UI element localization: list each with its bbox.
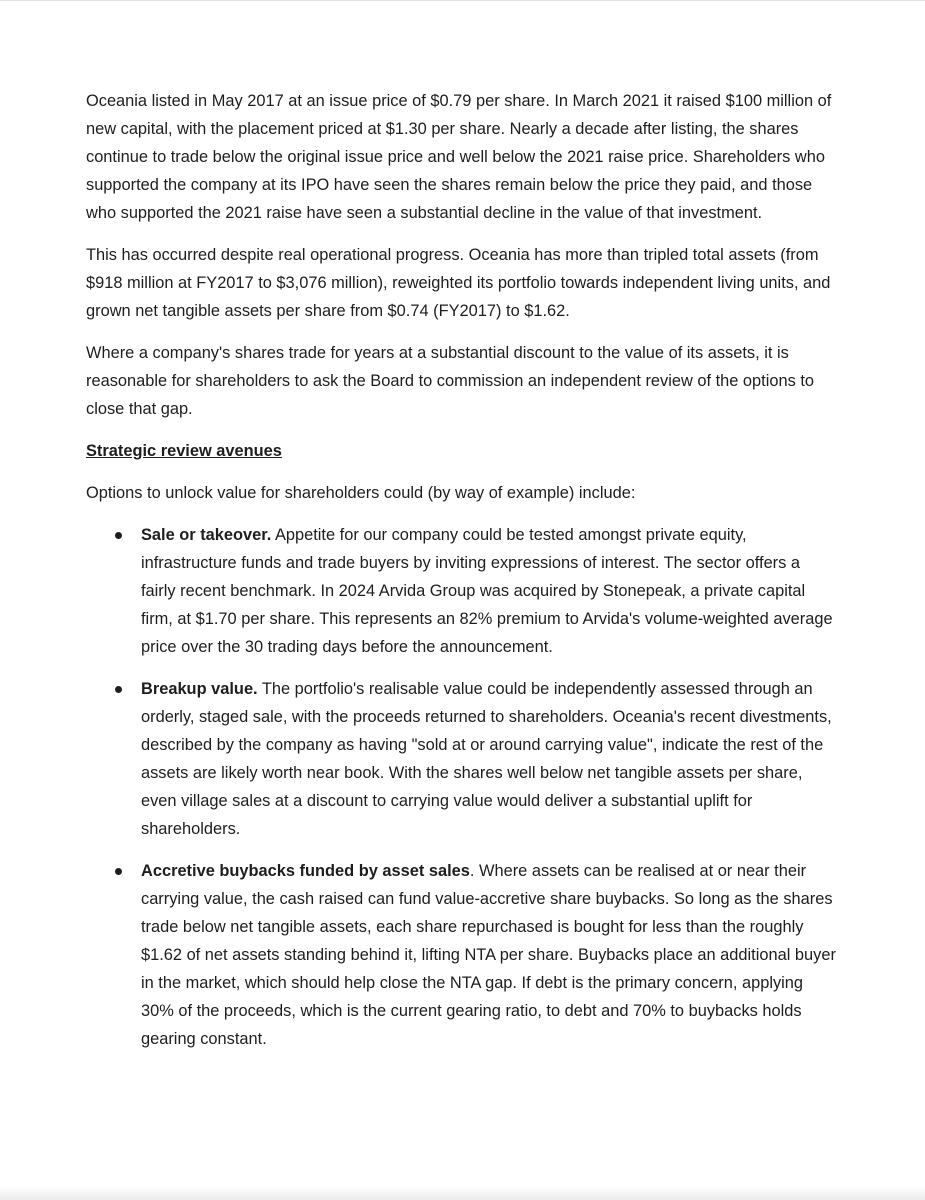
list-item-text: . Where assets can be realised at or near their carrying value, the cash raised can fund value-accretive share buybacks. So long as the shares trade below net tangible assets, each share repurchased is bought for less than the roughly $1.62 of net assets standing behind it, lifting NTA per share. Buybacks place an additional buyer in the market, which should help close the NTA gap. If debt is the primary concern, applying 30% of the proceeds, which is the current gearing ratio, to debt and 70% to buybacks holds gearing constant. [141,862,836,1048]
list-item-lead: Breakup value. [141,680,258,698]
list-item-lead: Sale or takeover. [141,526,272,544]
bullet-icon [115,868,122,875]
list-item-accretive-buybacks [86,857,838,1053]
list-item-text: Appetite for our company could be tested amongst private equity, infrastructure funds and trade buyers by inviting expressions of interest. The sector offers a fairly recent benchmark. In 2024 Arvida Group was acquired by Stonepeak, a private capital firm, at $1.70 per share. This represents an 82% premium to Arvida's volume-weighted average price over the 30 trading days before the announcement. [141,526,833,656]
bullet-icon [115,532,122,539]
list-item-text: The portfolio's realisable value could be independently assessed through an orderly, staged sale, with the proceeds returned to shareholders. Oceania's recent divestments, described by the company as having "sold at or around carrying value", indicate the rest of the assets are likely worth near book. With the shares well below net tangible assets per share, even village sales at a discount to carrying value would deliver a substantial uplift for shareholders. [141,680,832,838]
document-body [86,87,838,1067]
paragraph-operational-progress: This has occurred despite real operational progress. Oceania has more than tripled total assets (from $918 million at FY2017 to $3,076 million), reweighted its portfolio towards independent living units, and grown net tangible assets per share from $0.74 (FY2017) to $1.62. [86,246,831,320]
section-intro: Options to unlock value for shareholders could (by way of example) include: [86,484,636,502]
section-heading: Strategic review avenues [86,442,282,460]
list-item-sale-or-takeover [86,521,838,661]
bullet-icon [115,686,122,693]
paragraph-listing-history: Oceania listed in May 2017 at an issue price of $0.79 per share. In March 2021 it raised $100 million of new capital, with the placement priced at $1.30 per share. Nearly a decade after listing, the shares continue to trade below the original issue price and well below the 2021 raise price. Shareholders who supported the company at its IPO have seen the shares remain below the price they paid, and those who supported the 2021 raise have seen a substantial decline in the value of that investment. [86,92,832,222]
list-item-breakup-value [86,675,838,843]
options-list [86,521,838,1053]
paragraph-review-request: Where a company's shares trade for years at a substantial discount to the value of its assets, it is reasonable for shareholders to ask the Board to commission an independent review of the options to close that gap. [86,344,814,418]
list-item-lead: Accretive buybacks funded by asset sales [141,862,470,880]
page-bottom-edge [0,1186,925,1200]
